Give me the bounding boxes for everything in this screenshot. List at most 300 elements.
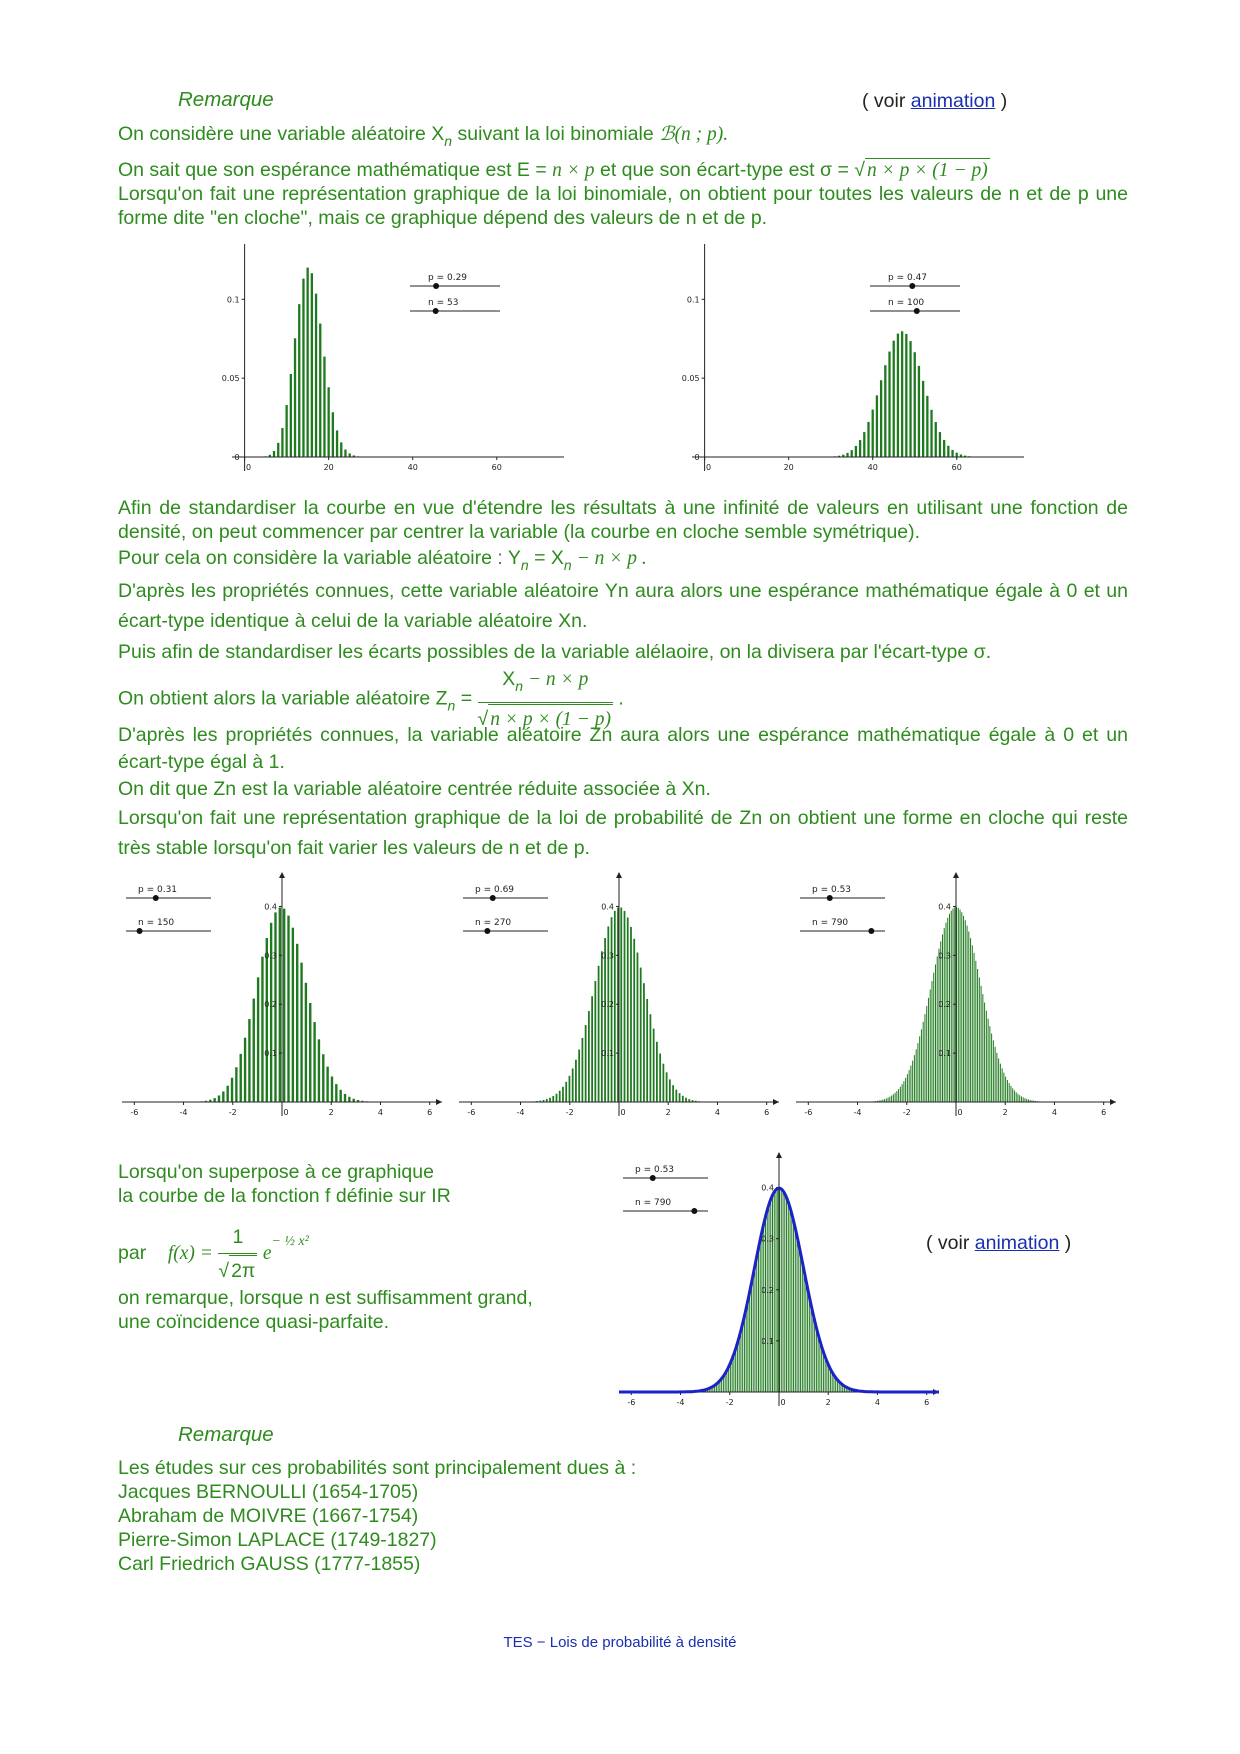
bar: [231, 1078, 233, 1102]
bar: [814, 1320, 815, 1392]
bars: [868, 907, 1044, 1102]
y-tick-label: 0.1: [686, 295, 700, 305]
bar: [739, 1337, 740, 1392]
bar: [818, 1334, 819, 1392]
bar: [902, 1084, 903, 1102]
x-tick-label: -6: [804, 1108, 813, 1117]
bar: [646, 999, 648, 1102]
bar: [859, 440, 861, 457]
bar: [968, 932, 969, 1102]
bar: [666, 1072, 668, 1102]
x-tick-label: -4: [516, 1108, 525, 1117]
slider-p-label: p = 0.53: [635, 1165, 675, 1175]
bar: [970, 938, 971, 1102]
bar: [1021, 1096, 1022, 1102]
bar: [640, 968, 642, 1102]
bar: [760, 1240, 761, 1392]
slider-p-label: p = 0.47: [888, 273, 928, 283]
slider-p-handle: [153, 895, 159, 901]
bar: [898, 1089, 899, 1102]
bar: [901, 331, 903, 457]
y-tick-label: 0.2: [938, 1000, 951, 1010]
bar: [975, 961, 976, 1102]
x-tick-label: 6: [427, 1108, 433, 1117]
bar: [253, 999, 255, 1102]
bar: [956, 453, 958, 457]
y-tick-label: 0.3: [761, 1234, 774, 1244]
remark2-intro: Les études sur ces probabilités sont principalement dues à :: [118, 1457, 637, 1479]
slider-p-handle: [827, 895, 833, 901]
x-tick-label: 20: [783, 463, 794, 472]
bar: [620, 908, 622, 1102]
x-tick-label: -2: [228, 1108, 237, 1117]
bar: [776, 1190, 777, 1392]
y-tick-label: 0.4: [601, 902, 614, 912]
bar: [302, 279, 304, 457]
slider-n-label: n = 790: [812, 918, 849, 928]
bar: [909, 1070, 910, 1102]
bar: [283, 909, 285, 1102]
bar: [749, 1292, 750, 1392]
bar: [306, 268, 308, 457]
bar: [974, 953, 975, 1102]
bar: [903, 1081, 904, 1102]
bar: [594, 981, 596, 1102]
bar: [946, 923, 947, 1102]
bar: [958, 908, 959, 1102]
y-tick-label: 0.05: [681, 374, 700, 384]
x-tick-label: 4: [714, 1108, 721, 1117]
bar: [292, 928, 294, 1102]
bar: [578, 1050, 580, 1102]
bar: [611, 917, 613, 1102]
bar: [218, 1095, 220, 1102]
slider-n-handle: [691, 1208, 697, 1214]
bar: [770, 1199, 771, 1392]
bar: [556, 1094, 558, 1102]
bar: [653, 1029, 655, 1102]
x-tick-label: 0: [283, 1108, 289, 1117]
chart-binomial-2: [650, 240, 1030, 485]
paragraph-6: D'après les propriétés connues, cette variable aléatoire Yn aura alors une espérance mathématique égale à 0 et un écart-type identique à celui de la variable aléatoire Xn.: [118, 580, 1128, 632]
bar: [907, 1074, 908, 1102]
bar: [984, 1003, 985, 1102]
bar: [281, 428, 283, 457]
bar: [287, 916, 289, 1102]
y-arrow: [616, 872, 622, 878]
slider-p-handle: [909, 283, 915, 289]
bar: [662, 1064, 664, 1102]
bar: [928, 998, 929, 1102]
y-arrow: [953, 872, 959, 878]
bar: [669, 1079, 671, 1102]
bar: [1002, 1068, 1003, 1102]
bar: [675, 1090, 677, 1102]
animation-link[interactable]: animation: [910, 90, 996, 112]
y-arrow: [279, 872, 285, 878]
bar: [900, 1087, 901, 1102]
name-moivre: Abraham de MOIVRE (1667-1754): [118, 1505, 419, 1527]
bar: [643, 983, 645, 1102]
bar: [1005, 1077, 1006, 1102]
bar: [1024, 1098, 1025, 1102]
bar: [630, 927, 632, 1102]
bar: [809, 1297, 810, 1392]
bar: [742, 1323, 743, 1392]
x-tick-label: 0: [957, 1108, 963, 1117]
x-tick-label: 2: [825, 1398, 831, 1407]
x-tick-label: 2: [328, 1108, 334, 1117]
bar: [982, 994, 983, 1102]
bar: [349, 453, 351, 457]
name-laplace: Pierre-Simon LAPLACE (1749-1827): [118, 1529, 437, 1551]
name-gauss: Carl Friedrich GAUSS (1777-1855): [118, 1553, 421, 1575]
paragraph-11: Lorsqu'on fait une représentation graphique de la loi de probabilité de Zn on obtient une forme en cloche qui reste très stable lorsqu'on fait varier les valeurs de n et de p.: [118, 807, 1128, 859]
bar: [340, 442, 342, 457]
bar: [967, 926, 968, 1102]
bar: [989, 1026, 990, 1102]
bar: [953, 909, 954, 1103]
bar: [591, 996, 593, 1102]
x-arrow: [773, 1099, 779, 1105]
bar: [886, 1098, 887, 1102]
y-arrow: [776, 1152, 782, 1158]
bar: [921, 1029, 922, 1102]
y-tick-label: 0.1: [938, 1049, 951, 1059]
bar: [914, 352, 916, 457]
bar: [918, 366, 920, 457]
bar: [909, 341, 911, 457]
bar: [816, 1328, 817, 1392]
x-tick-label: 2: [1002, 1108, 1008, 1117]
density-formula: par f(x) = $\frac{1}{√ 2\pi}$ $e^{- \frac{1}{2} x^2}$: [118, 1222, 309, 1286]
x-tick-label: 0: [246, 463, 252, 472]
y-tick-label: 0.05: [221, 374, 240, 384]
bar: [851, 450, 853, 457]
paragraph-8: On obtient alors la variable aléatoire $Z_n$ = $\frac{X_n - n \times p}{√ n \times p \times (1 - p)}$ .: [118, 664, 624, 735]
bar: [344, 1094, 346, 1102]
bar: [965, 920, 966, 1102]
bar: [979, 977, 980, 1102]
bar: [1012, 1088, 1013, 1102]
x-tick-label: 0: [780, 1398, 786, 1407]
bar: [896, 1091, 897, 1102]
x-tick-label: -6: [627, 1398, 636, 1407]
paragraph-5: Pour cela on considère la variable aléatoire : $Y_n = X_n - n \times p$ .: [118, 547, 647, 573]
bar: [811, 1305, 812, 1392]
slider-p-label: p = 0.53: [812, 885, 852, 895]
y-tick-label: 0.1: [226, 295, 240, 305]
bar: [919, 1036, 920, 1102]
paragraph-3: Lorsqu'on fait une représentation graphique de la loi binomiale, on obtient pour toutes les valeurs de n et de p une forme dite "en cloche", mais ce graphique dépend des valeurs de n et de p.: [118, 183, 1128, 229]
bar: [802, 1262, 803, 1392]
bar: [290, 374, 292, 457]
bar: [332, 412, 334, 457]
bar: [300, 963, 302, 1102]
bar: [963, 916, 964, 1102]
slider-n-label: n = 53: [428, 298, 459, 308]
bar: [763, 1224, 764, 1392]
x-tick-label: 6: [924, 1398, 930, 1407]
bar: [867, 422, 869, 457]
bar: [793, 1221, 794, 1392]
y-tick-label: 0.3: [601, 951, 614, 961]
bar: [744, 1316, 745, 1392]
y-tick-label: 0.2: [761, 1285, 774, 1295]
bar: [912, 1061, 913, 1102]
x-tick-label: 6: [764, 1108, 770, 1117]
bar: [905, 1078, 906, 1102]
bar: [910, 1066, 911, 1102]
bar: [322, 1054, 324, 1102]
bar: [821, 1346, 822, 1392]
bar: [926, 1006, 927, 1102]
paragraph-12-l5: une coïncidence quasi-parfaite.: [118, 1311, 390, 1333]
bar: [1017, 1094, 1018, 1102]
bar: [905, 334, 907, 457]
slider-p-label: p = 0.29: [428, 273, 468, 283]
bars: [530, 908, 703, 1102]
bar: [624, 911, 626, 1102]
bar: [807, 1288, 808, 1392]
bar: [788, 1202, 789, 1392]
bar: [790, 1208, 791, 1392]
bar: [996, 1053, 997, 1102]
bar: [930, 410, 932, 457]
bar: [897, 334, 899, 457]
bar: [549, 1098, 551, 1102]
x-tick-label: 0: [620, 1108, 626, 1117]
bar: [279, 908, 281, 1102]
y-tick-label: 0.4: [938, 902, 951, 912]
paragraph-12-l2: la courbe de la fonction f définie sur IR: [118, 1185, 451, 1207]
bar: [893, 341, 895, 457]
remark-title-2: Remarque: [178, 1423, 274, 1446]
bar: [575, 1060, 577, 1102]
bar: [315, 294, 317, 457]
bar: [998, 1058, 999, 1102]
x-tick-label: 6: [1101, 1108, 1107, 1117]
slider-n-label: n = 790: [635, 1198, 672, 1208]
bar: [781, 1189, 782, 1392]
bars: [196, 908, 372, 1102]
bar: [993, 1040, 994, 1102]
bar: [917, 1043, 918, 1102]
bar: [277, 443, 279, 457]
x-tick-label: -2: [565, 1108, 574, 1117]
bar: [348, 1097, 350, 1102]
bar: [991, 1033, 992, 1102]
bar: [753, 1274, 754, 1392]
chart-standardized-2: [455, 870, 785, 1130]
bar: [735, 1349, 736, 1392]
y-tick-label: 0.2: [601, 1000, 614, 1010]
slider-n-label: n = 100: [888, 298, 925, 308]
x-tick-label: -6: [467, 1108, 476, 1117]
bar: [235, 1067, 237, 1102]
bar: [659, 1054, 661, 1103]
bar: [876, 395, 878, 457]
x-tick-label: -4: [853, 1108, 862, 1117]
bar: [935, 964, 936, 1102]
bar: [679, 1093, 681, 1102]
bar: [819, 1341, 820, 1392]
paragraph-2: On sait que son espérance mathématique est E = n × p et que son écart-type est σ = √ n × p × (1 − p): [118, 159, 988, 181]
bar: [947, 446, 949, 457]
bar: [285, 405, 287, 457]
bar: [797, 1236, 798, 1392]
bar: [601, 951, 603, 1102]
x-tick-label: 40: [867, 463, 878, 472]
y-tick-label: 0.3: [938, 951, 951, 961]
footer: TES − Lois de probabilité à densité: [503, 1634, 737, 1651]
bar: [1016, 1092, 1017, 1102]
voir-suffix-2: ): [1059, 1232, 1072, 1254]
bar: [826, 1361, 827, 1392]
bar: [804, 1271, 805, 1392]
bar: [336, 430, 338, 457]
x-tick-label: -6: [130, 1108, 139, 1117]
bar: [656, 1042, 658, 1102]
chart-standardized-3: [792, 870, 1122, 1130]
bar: [294, 338, 296, 457]
x-tick-label: 40: [407, 463, 418, 472]
bar: [981, 986, 982, 1102]
bar: [311, 273, 313, 457]
bar: [335, 1084, 337, 1102]
bar: [795, 1228, 796, 1392]
bar: [1000, 1064, 1001, 1102]
voir-animation-1: [862, 90, 1007, 113]
y-tick-label: 0: [234, 453, 240, 462]
bar: [296, 944, 298, 1102]
y-tick-label: 0.3: [264, 951, 277, 961]
bar: [863, 432, 865, 457]
bar: [977, 969, 978, 1102]
bar: [846, 453, 848, 457]
bar: [933, 973, 934, 1102]
paragraph-12-l4: on remarque, lorsque n est suffisamment grand,: [118, 1287, 533, 1309]
name-bernoulli: Jacques BERNOULLI (1654-1705): [118, 1481, 419, 1503]
bar: [937, 956, 938, 1102]
y-tick-label: 0.1: [264, 1049, 277, 1059]
bar: [893, 1094, 894, 1102]
bar: [940, 941, 941, 1102]
bar: [888, 1098, 889, 1102]
bar: [313, 1022, 315, 1102]
chart-normal-overlay: [615, 1150, 945, 1420]
bar: [784, 1194, 785, 1392]
bar: [650, 1014, 652, 1102]
bars: [264, 268, 359, 457]
bar: [758, 1248, 759, 1392]
y-tick-label: 0.2: [264, 1000, 277, 1010]
bar: [783, 1191, 784, 1392]
bar: [733, 1354, 734, 1392]
bar: [961, 912, 962, 1102]
bar: [939, 432, 941, 457]
bar: [960, 910, 961, 1102]
bar: [943, 440, 945, 457]
bar: [924, 1014, 925, 1102]
voir-prefix: ( voir: [862, 90, 911, 112]
bar: [737, 1343, 738, 1392]
bar: [319, 324, 321, 457]
bar: [1007, 1080, 1008, 1102]
bar: [326, 1067, 328, 1102]
bar: [248, 1019, 250, 1102]
bar: [226, 1086, 228, 1102]
y-tick-label: 0.4: [264, 902, 277, 912]
paragraph-10: On dit que Zn est la variable aléatoire centrée réduite associée à Xn.: [118, 778, 711, 800]
bar: [318, 1039, 320, 1102]
bar: [565, 1082, 567, 1102]
bar: [585, 1025, 587, 1102]
slider-n-handle: [484, 928, 490, 934]
chart-standardized-1: [118, 870, 448, 1130]
slider-n-handle: [433, 308, 439, 314]
x-tick-label: 4: [1051, 1108, 1058, 1117]
bar: [931, 981, 932, 1102]
bar: [1019, 1095, 1020, 1102]
bar: [298, 304, 300, 457]
bar: [746, 1308, 747, 1392]
bar: [305, 983, 307, 1102]
bar: [1014, 1090, 1015, 1102]
bar: [682, 1096, 684, 1102]
bar: [240, 1054, 242, 1102]
bar: [562, 1087, 564, 1102]
x-tick-label: -4: [676, 1398, 685, 1407]
x-tick-label: -2: [725, 1398, 734, 1407]
slider-n-handle: [868, 928, 874, 934]
bar: [633, 939, 635, 1102]
bar: [637, 953, 639, 1102]
bar: [339, 1090, 341, 1102]
remark-title: Remarque: [178, 88, 274, 111]
bar: [1003, 1073, 1004, 1102]
bar: [884, 365, 886, 457]
bar: [926, 396, 928, 457]
slider-n-label: n = 270: [475, 918, 512, 928]
bar: [800, 1253, 801, 1392]
voir-suffix: ): [995, 90, 1008, 112]
x-arrow: [1110, 1099, 1116, 1105]
bar: [916, 1049, 917, 1102]
bar: [930, 990, 931, 1103]
bar: [988, 1019, 989, 1102]
animation-link-2[interactable]: animation: [974, 1232, 1060, 1254]
bar: [328, 387, 330, 457]
bar: [672, 1085, 674, 1102]
bar: [751, 1283, 752, 1392]
bar: [266, 938, 268, 1102]
bar: [791, 1214, 792, 1392]
x-tick-label: 4: [874, 1398, 881, 1407]
bar: [244, 1038, 246, 1102]
bar: [213, 1098, 215, 1102]
bar: [598, 966, 600, 1102]
bar: [614, 911, 616, 1102]
bar: [261, 957, 263, 1102]
bar: [1010, 1086, 1011, 1102]
x-tick-label: 0: [706, 463, 712, 472]
slider-p-label: p = 0.31: [138, 885, 178, 895]
bar: [1023, 1097, 1024, 1102]
x-tick-label: 2: [665, 1108, 671, 1117]
bar: [588, 1011, 590, 1102]
y-tick-label: 0.1: [761, 1336, 774, 1346]
